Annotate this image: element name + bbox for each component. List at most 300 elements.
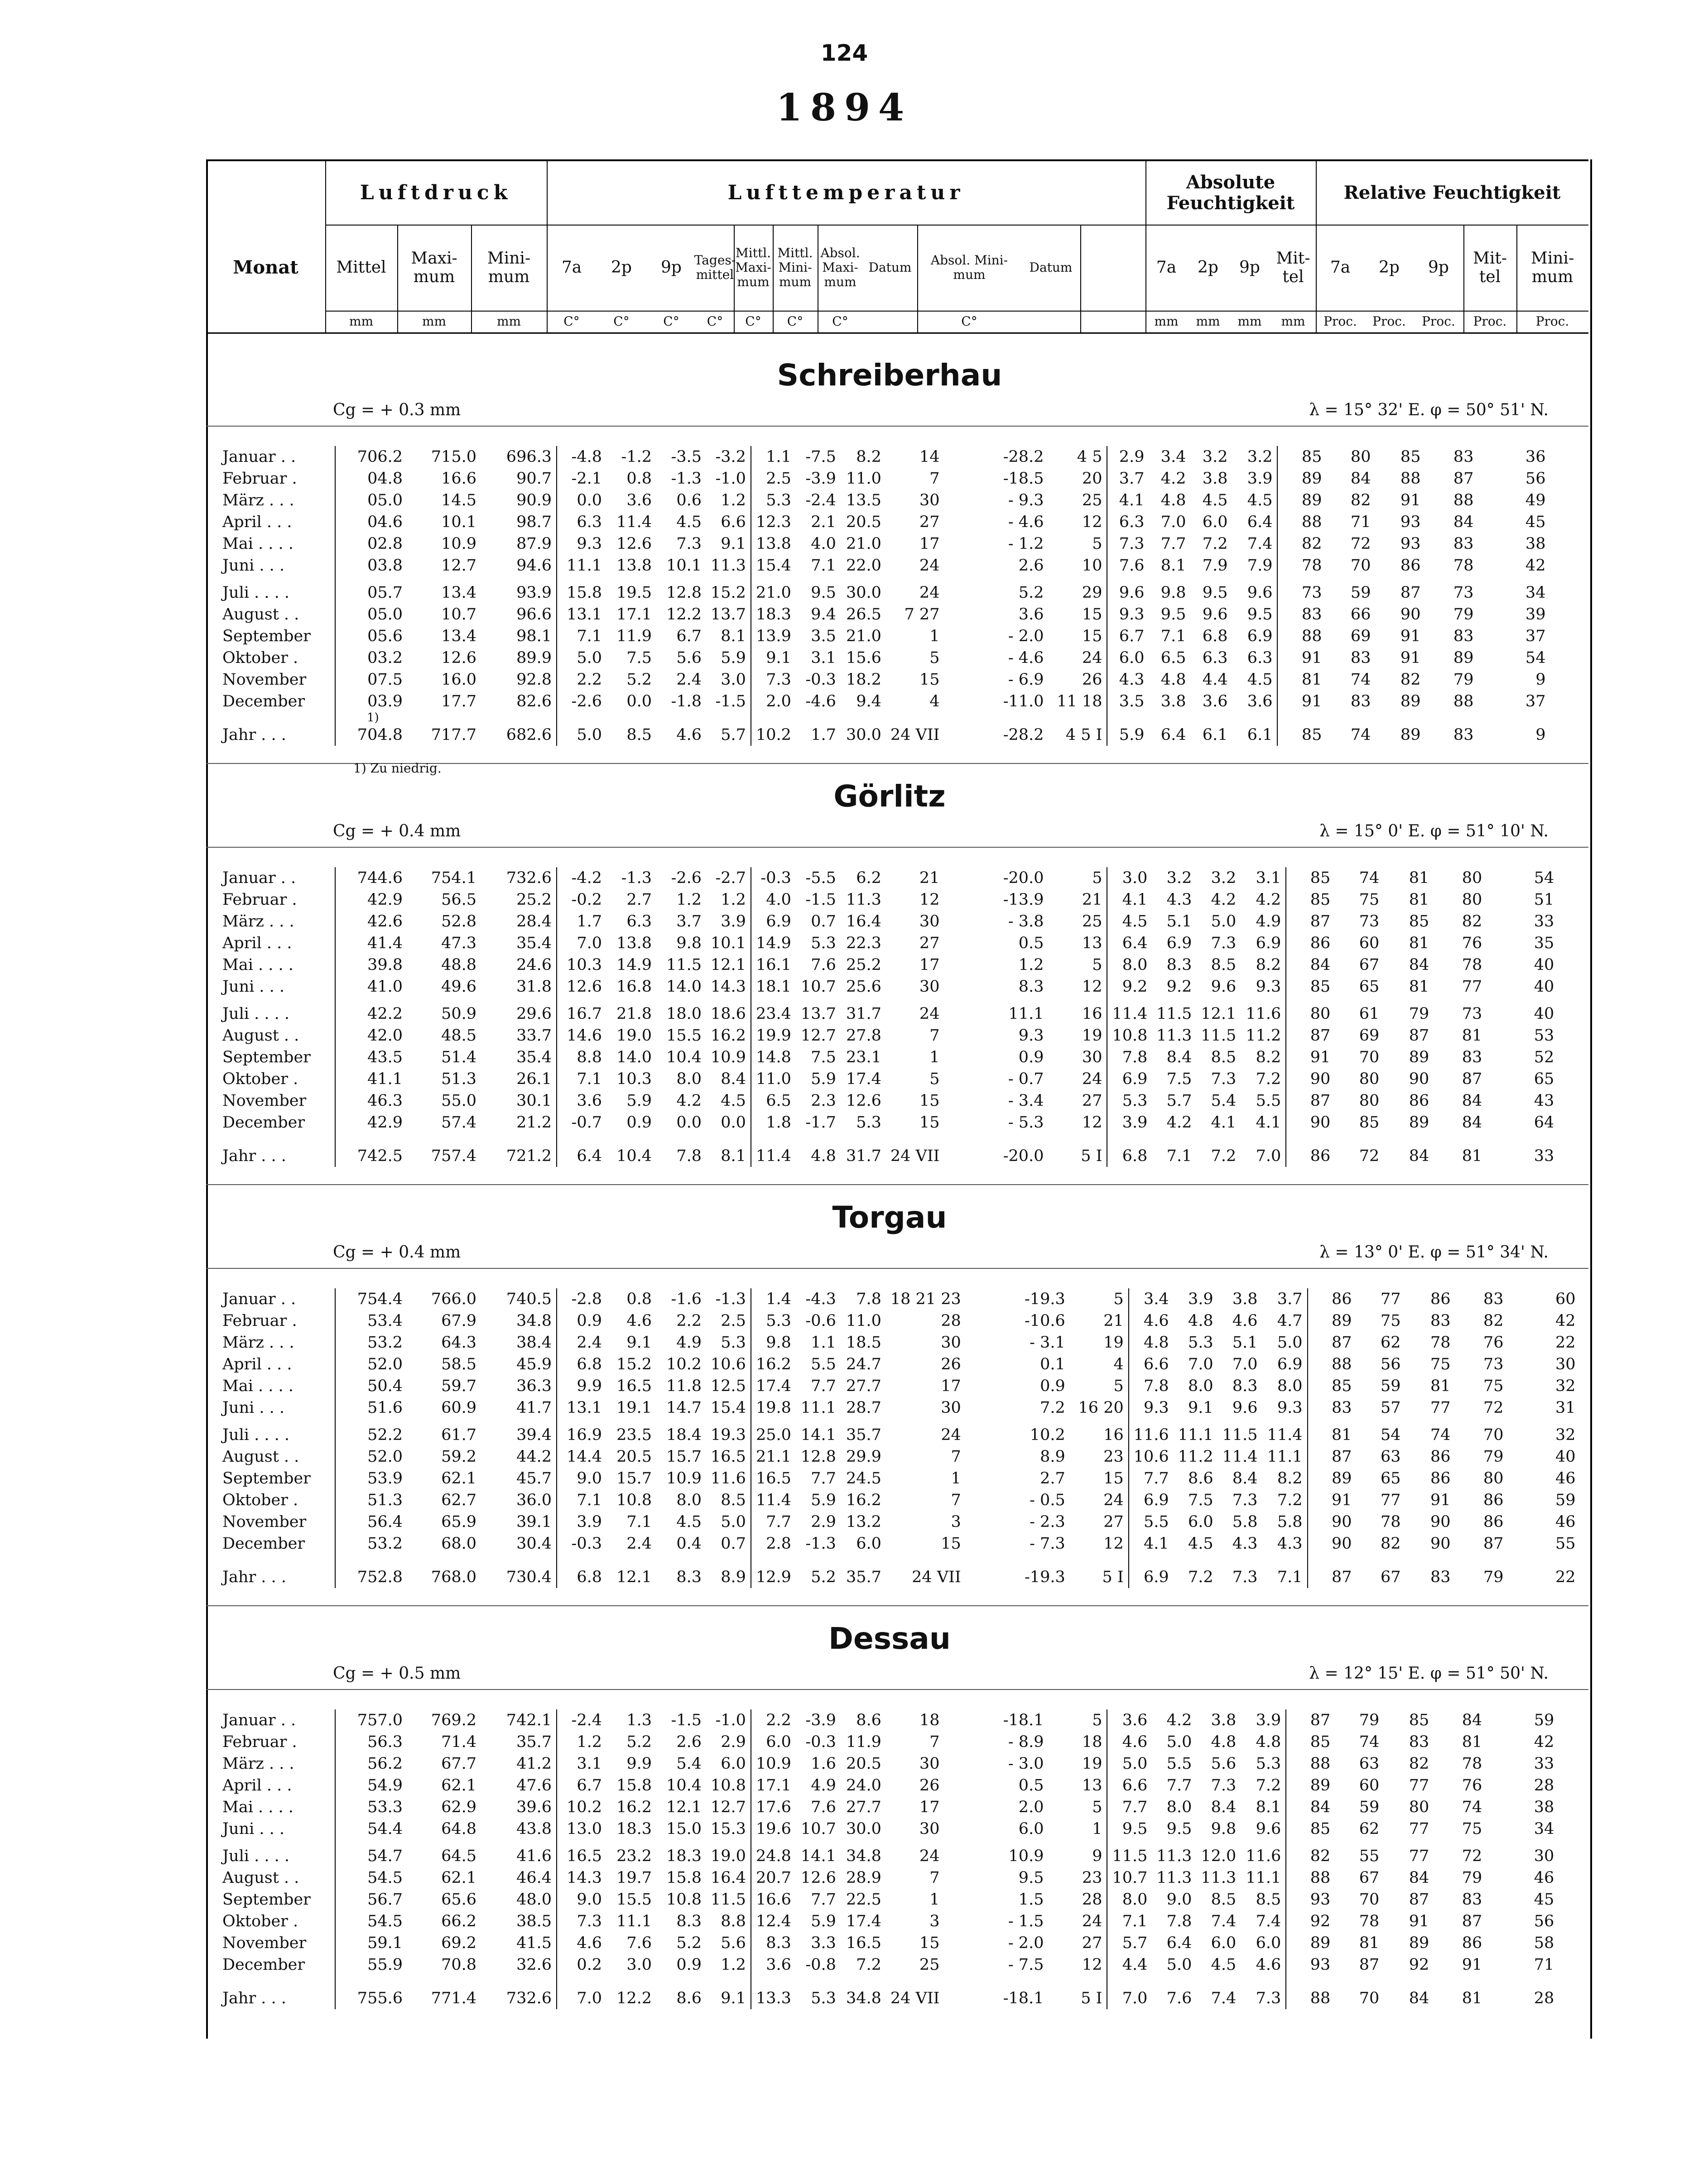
value-cell: 80 [1409, 1798, 1429, 1816]
value-cell: 53.4 [367, 1312, 403, 1330]
value-cell: 11.5 [1156, 1005, 1192, 1023]
month-cell: September [216, 1046, 335, 1068]
value-cell: 31.7 [846, 1147, 881, 1165]
value-cell: 16.2 [706, 1025, 751, 1046]
value-cell: 4.8 [1160, 671, 1186, 689]
month-cell: Juli . . . . [216, 576, 335, 604]
value-cell: 69 [1359, 1027, 1380, 1045]
value-cell: 84 [1462, 1092, 1482, 1110]
value-cell: 4.6 [626, 1312, 652, 1330]
month-cell: August . . [216, 1867, 335, 1889]
value-cell: 59 [1359, 1798, 1380, 1816]
value-cell: 49 [1525, 491, 1546, 509]
value-cell: 5.2 [626, 1733, 652, 1751]
value-cell: 27 [1048, 1090, 1107, 1112]
unit-absol-minimum: C° [961, 313, 977, 329]
value-cell: 2.4 [676, 671, 702, 689]
value-cell: 23.5 [616, 1426, 652, 1444]
footnote-marker: 1) [367, 711, 379, 725]
value-cell: 4.0 [811, 535, 836, 553]
value-cell: 21.2 [481, 1112, 557, 1133]
unit-7a: C° [563, 313, 580, 329]
value-cell: 10.2 [666, 1355, 702, 1373]
month-cell: April . . . [216, 511, 335, 533]
month-cell: November [216, 1090, 335, 1112]
station-table-dessau [216, 1709, 1559, 2009]
value-cell: 17 [919, 1798, 940, 1816]
value-cell: -0.2 [571, 891, 602, 909]
value-cell: 7.0 [577, 1989, 602, 2007]
value-cell: -0.3 [571, 1535, 602, 1553]
value-cell: -13.9 [1003, 891, 1044, 909]
value-cell: 11.9 [846, 1733, 881, 1751]
value-cell: 754.1 [431, 869, 476, 887]
value-cell: 6.0 [856, 1535, 881, 1553]
abs-feucht-header: Absolute Feuchtigkeit [1166, 172, 1295, 214]
value-cell: 12 [1048, 1954, 1107, 1976]
value-cell: 30.4 [481, 1533, 557, 1555]
value-cell: 44.2 [481, 1446, 557, 1468]
value-cell: 7 [951, 1491, 961, 1509]
month-cell: December [216, 1954, 335, 1976]
value-cell: 86 [1400, 557, 1421, 575]
value-cell: 706.2 [357, 448, 403, 466]
value-cell: 36.0 [481, 1489, 557, 1511]
value-cell: 74 [1462, 1798, 1482, 1816]
value-cell: 0.0 [676, 1114, 702, 1132]
value-cell: 8.5 [706, 1489, 751, 1511]
value-cell: 0.9 [676, 1956, 702, 1974]
value-cell: 5.0 [577, 726, 602, 744]
value-cell: 87 [1462, 1912, 1482, 1930]
value-cell: 31 [1555, 1399, 1576, 1417]
value-cell: 78 [1301, 557, 1322, 575]
value-cell: 82 [1483, 1312, 1504, 1330]
unit-2p: C° [613, 313, 630, 329]
value-cell: 3.5 [811, 627, 836, 645]
value-cell: 757.4 [431, 1147, 476, 1165]
value-cell: 87 [1409, 1891, 1429, 1909]
value-cell: 75 [1430, 1355, 1451, 1373]
month-cell: März . . . [216, 1332, 335, 1354]
value-cell: 26 [919, 1776, 940, 1795]
value-cell: 12.6 [800, 1869, 836, 1887]
table-row [216, 446, 1550, 468]
value-cell: 39.4 [481, 1419, 557, 1446]
value-cell: 68.0 [441, 1535, 476, 1553]
value-cell: 83 [1453, 535, 1474, 553]
value-cell: - 8.9 [1008, 1733, 1044, 1751]
value-cell: 11.1 [1008, 1005, 1044, 1023]
value-cell: 56 [1534, 1912, 1554, 1930]
value-cell: 2.3 [811, 1092, 836, 1110]
value-cell: 79 [1462, 1869, 1482, 1887]
value-cell: 59 [1555, 1491, 1576, 1509]
value-cell: 88 [1310, 1755, 1331, 1773]
value-cell: 11.2 [1178, 1448, 1213, 1466]
value-cell: 81 [1409, 869, 1429, 887]
value-cell: 8.9 [1040, 1448, 1065, 1466]
value-cell: 12.5 [706, 1375, 751, 1397]
value-cell: 42 [1525, 557, 1546, 575]
value-cell: 0.4 [676, 1535, 702, 1553]
value-cell: 79 [1483, 1568, 1504, 1586]
value-cell: 90.9 [481, 490, 557, 511]
value-cell: 88 [1310, 1869, 1331, 1887]
value-cell: 86 [1483, 1513, 1504, 1531]
value-cell: 16.5 [567, 1847, 602, 1865]
value-cell: -1.5 [706, 691, 751, 712]
value-cell: 54.9 [367, 1776, 403, 1795]
value-cell: 87 [1453, 470, 1474, 488]
table-row [216, 604, 1550, 625]
value-cell: 28 [1534, 1989, 1554, 2007]
value-cell: 91 [1462, 1956, 1482, 1974]
value-cell: 5.2 [811, 1568, 836, 1586]
value-cell: 20.5 [616, 1448, 652, 1466]
value-cell: -1.0 [706, 468, 751, 490]
value-cell: 6.9 [1241, 932, 1286, 954]
value-cell: 1.7 [811, 726, 836, 744]
value-cell: 03.9 [367, 692, 403, 710]
value-cell: 5.3 [856, 1114, 881, 1132]
value-cell: 19 [1048, 1025, 1107, 1046]
value-cell: 37 [1525, 692, 1546, 710]
value-cell: 2.4 [577, 1334, 602, 1352]
value-cell: 42.0 [367, 1027, 403, 1045]
value-cell: 766.0 [431, 1290, 476, 1308]
value-cell: 79 [1409, 1005, 1429, 1023]
value-cell: 92 [1409, 1956, 1429, 1974]
value-cell: 84 [1462, 1114, 1482, 1132]
value-cell: 89 [1332, 1312, 1352, 1330]
value-cell: 82 [1409, 1755, 1429, 1773]
value-cell: 7.2 [1040, 1399, 1065, 1417]
value-cell: 85 [1310, 891, 1331, 909]
value-cell: 05.7 [367, 584, 403, 602]
table-row [216, 1288, 1580, 1310]
value-cell: 38 [1534, 1798, 1554, 1816]
value-cell: 04.6 [367, 513, 403, 531]
month-cell: September [216, 1468, 335, 1489]
value-cell: 87 [1409, 1027, 1429, 1045]
value-cell: 11.1 [567, 557, 602, 575]
value-cell: 6.5 [1160, 649, 1186, 667]
value-cell: 39 [1525, 605, 1546, 624]
value-cell: 1.7 [577, 912, 602, 931]
value-cell: 3.7 [1262, 1288, 1308, 1310]
value-cell: 20 [1048, 468, 1107, 490]
value-cell: 51 [1534, 891, 1554, 909]
value-cell: 84 [1310, 956, 1331, 974]
value-cell: 6.4 [577, 1147, 602, 1165]
value-cell: 27 [1070, 1511, 1129, 1533]
table-row [216, 1310, 1580, 1332]
value-cell: 3.4 [1144, 1290, 1169, 1308]
value-cell: 6.4 [1122, 934, 1148, 952]
value-cell: 04.8 [367, 470, 403, 488]
value-cell: 4.2 [676, 1092, 702, 1110]
value-cell: 82 [1381, 1535, 1401, 1553]
unit-abs-2p: mm [1196, 313, 1220, 329]
value-cell: 70 [1359, 1048, 1380, 1066]
value-cell: 7.5 [626, 649, 652, 667]
value-cell: 77 [1409, 1776, 1429, 1795]
value-cell: 27.7 [846, 1798, 881, 1816]
value-cell: 48.0 [481, 1889, 557, 1910]
value-cell: 1.1 [811, 1334, 836, 1352]
value-cell: 71 [1350, 513, 1371, 531]
value-cell: -1.3 [671, 470, 702, 488]
value-cell: 5 I [1048, 1133, 1107, 1167]
value-cell: - 4.6 [1008, 513, 1044, 531]
value-cell: 12 [1070, 1533, 1129, 1555]
value-cell: 14.4 [567, 1448, 602, 1466]
value-cell: 19.3 [706, 1419, 751, 1446]
value-cell: 41.6 [481, 1840, 557, 1867]
col-rel-9p: 9p [1428, 258, 1449, 277]
value-cell: 5.8 [1232, 1513, 1258, 1531]
value-cell: 85 [1332, 1377, 1352, 1395]
value-cell: 12.1 [616, 1568, 652, 1586]
value-cell: 11.6 [706, 1468, 751, 1489]
value-cell: 37 [1525, 627, 1546, 645]
value-cell: 24.6 [481, 954, 557, 976]
value-cell: 5.9 [1119, 726, 1145, 744]
value-cell: -0.3 [760, 869, 791, 887]
value-cell: 22.0 [846, 557, 881, 575]
value-cell: 696.3 [481, 446, 557, 468]
value-cell: 5.6 [706, 1932, 751, 1954]
value-cell: 24 [919, 1847, 940, 1865]
value-cell: 11.3 [1156, 1027, 1192, 1045]
value-cell: 26 [1048, 669, 1107, 691]
value-cell: 2.4 [626, 1535, 652, 1553]
value-cell: 11.0 [846, 470, 881, 488]
value-cell: 7.2 [1202, 535, 1228, 553]
value-cell: 14.0 [666, 978, 702, 996]
value-cell: 82 [1301, 535, 1322, 553]
value-cell: -3.9 [805, 1711, 836, 1729]
year-row [216, 1976, 1559, 2009]
value-cell: 22.5 [846, 1891, 881, 1909]
value-cell: 67 [1359, 956, 1380, 974]
value-cell: 05.0 [367, 605, 403, 624]
value-cell: 56.3 [367, 1733, 403, 1751]
value-cell: 1.2 [706, 889, 751, 911]
value-cell: -1.3 [805, 1535, 836, 1553]
value-cell: 5 [1048, 1709, 1107, 1731]
month-cell: Juli . . . . [216, 1840, 335, 1867]
value-cell: 9.6 [1202, 605, 1228, 624]
value-cell: 85 [1400, 448, 1421, 466]
value-cell: 98.1 [481, 625, 557, 647]
value-cell: 4.4 [1122, 1956, 1148, 1974]
value-cell: 14.9 [755, 934, 791, 952]
value-cell: 75 [1462, 1820, 1482, 1838]
value-cell: 3.7 [676, 912, 702, 931]
value-cell: 8.0 [1188, 1377, 1213, 1395]
value-cell: 10.9 [755, 1755, 791, 1773]
table-row [216, 1090, 1559, 1112]
value-cell: 4.5 [1232, 669, 1277, 691]
value-cell: 45.9 [481, 1354, 557, 1375]
value-cell: 7 [929, 1869, 940, 1887]
footnote: 1) Zu niedrig. [353, 761, 442, 776]
col-datum-max: Datum [868, 259, 912, 275]
value-cell: 91 [1301, 649, 1322, 667]
value-cell: - 3.0 [1008, 1755, 1044, 1773]
value-cell: 91 [1400, 649, 1421, 667]
value-cell: 10.8 [1112, 1027, 1148, 1045]
value-cell: 4.2 [1166, 1711, 1192, 1729]
value-cell: 2.5 [766, 470, 791, 488]
value-cell: 0.8 [626, 470, 652, 488]
value-cell: 90 [1332, 1535, 1352, 1553]
value-cell: 42.9 [367, 891, 403, 909]
value-cell: 2.9 [706, 1731, 751, 1753]
value-cell: 4.2 [1211, 891, 1237, 909]
value-cell: 70.8 [441, 1956, 476, 1974]
station-table-torgau [216, 1288, 1581, 1588]
station-coords: λ = 12° 15' E. φ = 51° 50' N. [1309, 1664, 1549, 1683]
value-cell: 9.2 [1122, 978, 1148, 996]
value-cell: 5.3 [1241, 1753, 1286, 1775]
value-cell: 30 [919, 1755, 940, 1773]
value-cell: - 1.2 [1008, 535, 1044, 553]
value-cell: 9.0 [577, 1469, 602, 1488]
value-cell: 9.9 [626, 1755, 652, 1773]
value-cell: 11.3 [706, 555, 751, 576]
value-cell: 15.7 [666, 1448, 702, 1466]
value-cell: 6.9 [1232, 625, 1277, 647]
value-cell: 6.4 [1160, 726, 1186, 744]
value-cell: 12 [1048, 976, 1107, 998]
value-cell: 6.6 [1122, 1776, 1148, 1795]
value-cell: 11.1 [1178, 1426, 1213, 1444]
value-cell: 7.2 [1241, 1068, 1286, 1090]
value-cell: 93 [1310, 1956, 1331, 1974]
table-row [216, 1468, 1580, 1489]
value-cell: 7 27 [904, 605, 940, 624]
value-cell: 81 [1409, 934, 1429, 952]
value-cell: 28 [941, 1312, 961, 1330]
table-row [216, 976, 1559, 998]
value-cell: 81 [1332, 1426, 1352, 1444]
value-cell: -1.7 [805, 1114, 836, 1132]
value-cell: 10.2 [567, 1798, 602, 1816]
value-cell: 7.1 [577, 1491, 602, 1509]
value-cell: 79 [1359, 1711, 1380, 1729]
value-cell: 88 [1453, 692, 1474, 710]
value-cell: 30 [919, 912, 940, 931]
value-cell: 9.1 [706, 533, 751, 555]
value-cell: 18.5 [846, 1334, 881, 1352]
value-cell: 89.9 [481, 647, 557, 669]
table-row [216, 1753, 1559, 1775]
value-cell: 742.1 [481, 1709, 557, 1731]
value-cell: 12.6 [846, 1092, 881, 1110]
value-cell: 41.2 [481, 1753, 557, 1775]
value-cell: 16.5 [706, 1446, 751, 1468]
table-row [216, 911, 1559, 932]
value-cell: 17 [919, 535, 940, 553]
value-cell: -2.6 [671, 869, 702, 887]
table-row [216, 533, 1550, 555]
value-cell: 9.5 [811, 584, 836, 602]
value-cell: 6.9 [1144, 1568, 1169, 1586]
value-cell: 8.8 [577, 1048, 602, 1066]
value-cell: 53.3 [367, 1798, 403, 1816]
value-cell: 32 [1555, 1377, 1576, 1395]
value-cell: 0.0 [577, 491, 602, 509]
value-cell: 6.0 [706, 1753, 751, 1775]
value-cell: 5.8 [1262, 1511, 1308, 1533]
value-cell: - 2.0 [1008, 1934, 1044, 1952]
value-cell: -5.5 [805, 869, 836, 887]
value-cell: 88 [1453, 491, 1474, 509]
value-cell: 12.6 [567, 978, 602, 996]
month-cell: Mai . . . . [216, 954, 335, 976]
value-cell: 5.2 [1018, 584, 1044, 602]
month-cell: Jahr . . . [216, 1555, 335, 1588]
value-cell: 30.0 [846, 584, 881, 602]
value-cell: 8.3 [676, 1912, 702, 1930]
table-row [216, 1489, 1580, 1511]
value-cell: 83 [1453, 448, 1474, 466]
value-cell: 3 [951, 1513, 961, 1531]
value-cell: 10.1 [441, 513, 476, 531]
value-cell: 34 [1525, 584, 1546, 602]
month-cell: Oktober . [216, 647, 335, 669]
value-cell: 15.5 [616, 1891, 652, 1909]
value-cell: 12.1 [666, 1798, 702, 1816]
value-cell: 3.9 [1232, 468, 1277, 490]
value-cell: 9.5 [1166, 1820, 1192, 1838]
value-cell: 51.3 [441, 1070, 476, 1088]
value-cell: 0.8 [626, 1290, 652, 1308]
value-cell: 16.2 [755, 1355, 791, 1373]
value-cell: 78 [1462, 1755, 1482, 1773]
month-cell: April . . . [216, 1775, 335, 1796]
value-cell: 64 [1534, 1114, 1554, 1132]
value-cell: 7.1 [1160, 627, 1186, 645]
value-cell: 65.6 [441, 1891, 476, 1909]
value-cell: 19.0 [706, 1840, 751, 1867]
value-cell: 31.8 [481, 976, 557, 998]
value-cell: 16.5 [846, 1934, 881, 1952]
value-cell: 83 [1483, 1290, 1504, 1308]
value-cell: 88 [1400, 470, 1421, 488]
value-cell: 742.5 [357, 1147, 403, 1165]
value-cell: 0.5 [1018, 934, 1044, 952]
value-cell: 10.8 [706, 1775, 751, 1796]
table-row [216, 1511, 1580, 1533]
value-cell: 60 [1359, 1776, 1380, 1795]
value-cell: 755.6 [357, 1989, 403, 2007]
value-cell: 15 [919, 1934, 940, 1952]
value-cell: -18.1 [1003, 1989, 1044, 2007]
value-cell: 769.2 [431, 1711, 476, 1729]
value-cell: 48.8 [441, 956, 476, 974]
value-cell: 25 [1048, 911, 1107, 932]
value-cell: 83 [1453, 627, 1474, 645]
value-cell: 6.0 [766, 1733, 791, 1751]
value-cell: 9.8 [676, 934, 702, 952]
col-2p: 2p [611, 258, 632, 277]
value-cell: 71 [1534, 1956, 1554, 1974]
value-cell: 42 [1534, 1733, 1554, 1751]
